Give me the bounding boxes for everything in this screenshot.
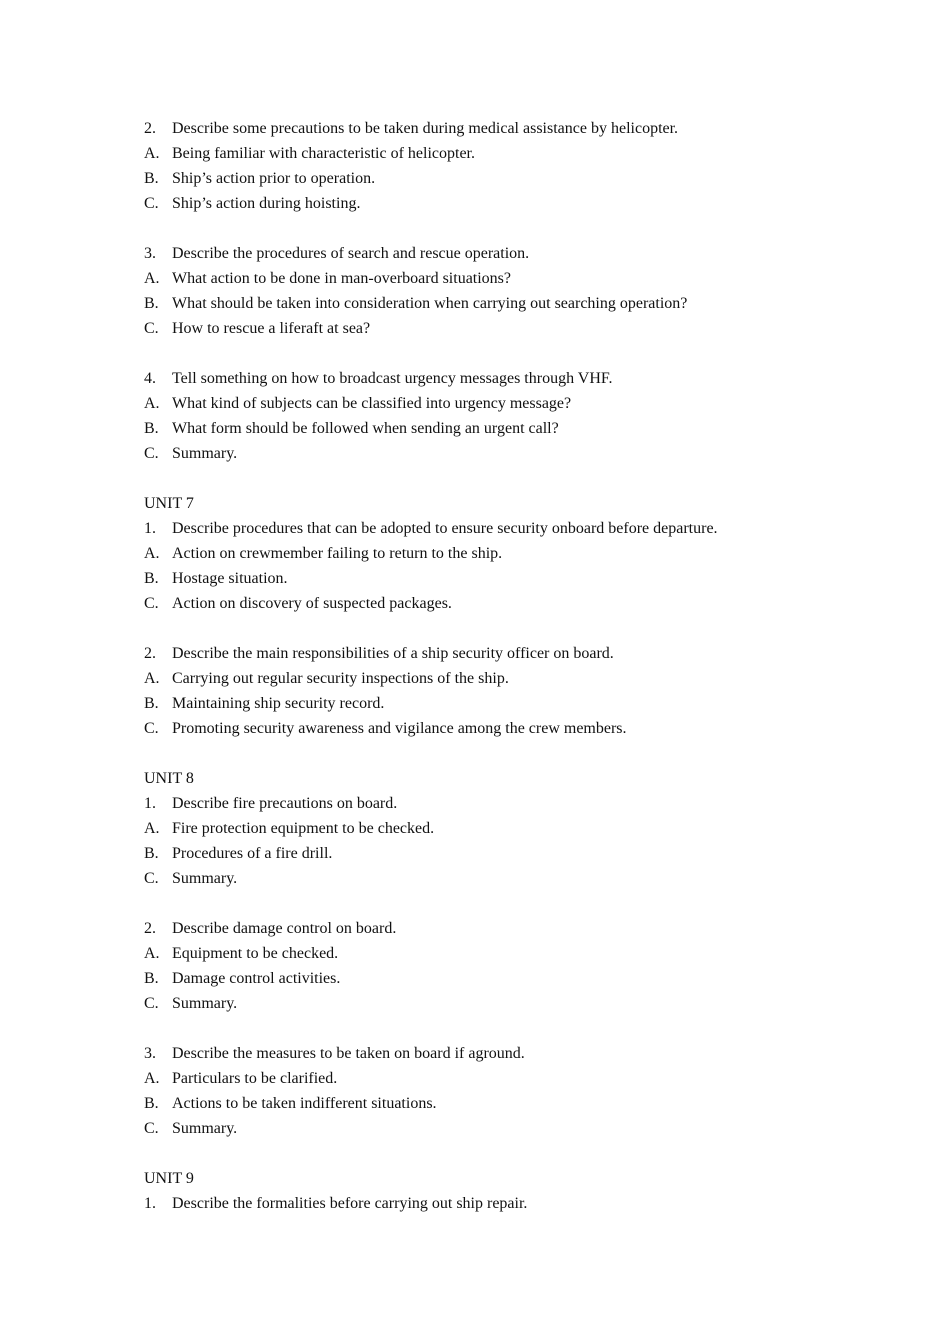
option-text: Summary. [172,1120,238,1137]
option-text: Summary. [172,995,238,1012]
question-number: 1. [144,1195,156,1212]
document-body [144,116,844,1216]
option-line [144,716,844,741]
option-text: Procedures of a fire drill. [172,845,333,862]
option-line [144,941,844,966]
option-line [144,841,844,866]
unit-heading [144,1166,844,1191]
option-letter: A. [144,945,160,962]
option-line [144,691,844,716]
option-line [144,966,844,991]
question-line [144,116,844,141]
option-text: What should be taken into consideration when carrying out searching operation? [172,295,688,312]
question-number: 1. [144,520,156,537]
question-line [144,516,844,541]
unit-title: UNIT 8 [144,770,194,787]
option-text: Hostage situation. [172,570,288,587]
question-number: 2. [144,645,156,662]
option-text: Maintaining ship security record. [172,695,385,712]
option-line [144,1116,844,1141]
option-letter: C. [144,320,159,337]
blank-line [144,466,844,491]
question-line [144,241,844,266]
option-letter: A. [144,145,160,162]
option-letter: A. [144,395,160,412]
option-letter: B. [144,570,159,587]
option-letter: B. [144,1095,159,1112]
option-text: Actions to be taken indifferent situations. [172,1095,437,1112]
option-line [144,991,844,1016]
option-letter: C. [144,445,159,462]
option-text: What kind of subjects can be classified into urgency message? [172,395,572,412]
option-text: Carrying out regular security inspections of the ship. [172,670,509,687]
option-text: Summary. [172,870,238,887]
unit-heading [144,766,844,791]
option-line [144,1066,844,1091]
question-text: Describe the main responsibilities of a ship security officer on board. [172,645,614,662]
option-letter: B. [144,295,159,312]
option-text: Ship’s action prior to operation. [172,170,376,187]
option-text: Damage control activities. [172,970,341,987]
question-text: Describe the measures to be taken on board if aground. [172,1045,525,1062]
option-text: Ship’s action during hoisting. [172,195,361,212]
option-line [144,166,844,191]
question-text: Describe the procedures of search and rescue operation. [172,245,530,262]
question-line [144,1191,844,1216]
option-line [144,441,844,466]
option-letter: C. [144,1120,159,1137]
option-line [144,391,844,416]
option-line [144,416,844,441]
blank-line [144,1016,844,1041]
option-line [144,291,844,316]
question-number: 3. [144,245,156,262]
question-text: Describe procedures that can be adopted to ensure security onboard before departure. [172,520,718,537]
option-letter: B. [144,845,159,862]
option-letter: A. [144,270,160,287]
option-line [144,1091,844,1116]
option-letter: B. [144,170,159,187]
question-line [144,641,844,666]
question-number: 1. [144,795,156,812]
option-letter: A. [144,545,160,562]
blank-line [144,741,844,766]
option-line [144,266,844,291]
option-text: How to rescue a liferaft at sea? [172,320,371,337]
option-text: Promoting security awareness and vigilance among the crew members. [172,720,627,737]
question-number: 3. [144,1045,156,1062]
option-text: Action on discovery of suspected packages. [172,595,452,612]
question-text: Describe some precautions to be taken during medical assistance by helicopter. [172,120,679,137]
question-line [144,916,844,941]
option-text: Fire protection equipment to be checked. [172,820,435,837]
question-line [144,366,844,391]
option-text: What form should be followed when sending an urgent call? [172,420,559,437]
option-letter: C. [144,870,159,887]
option-line [144,591,844,616]
question-text: Describe the formalities before carrying out ship repair. [172,1195,528,1212]
option-text: Summary. [172,445,238,462]
option-letter: B. [144,695,159,712]
option-line [144,866,844,891]
option-letter: C. [144,595,159,612]
question-line [144,791,844,816]
blank-line [144,1141,844,1166]
unit-heading [144,491,844,516]
option-text: Action on crewmember failing to return to the ship. [172,545,503,562]
option-letter: A. [144,670,160,687]
option-line [144,816,844,841]
blank-line [144,341,844,366]
blank-line [144,616,844,641]
option-letter: C. [144,995,159,1012]
option-line [144,316,844,341]
option-letter: C. [144,195,159,212]
option-letter: B. [144,970,159,987]
blank-line [144,216,844,241]
question-number: 2. [144,120,156,137]
option-text: What action to be done in man-overboard situations? [172,270,512,287]
option-text: Particulars to be clarified. [172,1070,338,1087]
blank-line [144,891,844,916]
option-letter: C. [144,720,159,737]
unit-title: UNIT 9 [144,1170,194,1187]
option-line [144,191,844,216]
option-letter: A. [144,1070,160,1087]
option-letter: B. [144,420,159,437]
option-text: Equipment to be checked. [172,945,339,962]
question-line [144,1041,844,1066]
question-number: 2. [144,920,156,937]
option-line [144,141,844,166]
option-text: Being familiar with characteristic of helicopter. [172,145,475,162]
option-line [144,566,844,591]
option-letter: A. [144,820,160,837]
question-number: 4. [144,370,156,387]
option-line [144,541,844,566]
question-text: Tell something on how to broadcast urgency messages through VHF. [172,370,613,387]
option-line [144,666,844,691]
unit-title: UNIT 7 [144,495,194,512]
question-text: Describe fire precautions on board. [172,795,398,812]
question-text: Describe damage control on board. [172,920,397,937]
